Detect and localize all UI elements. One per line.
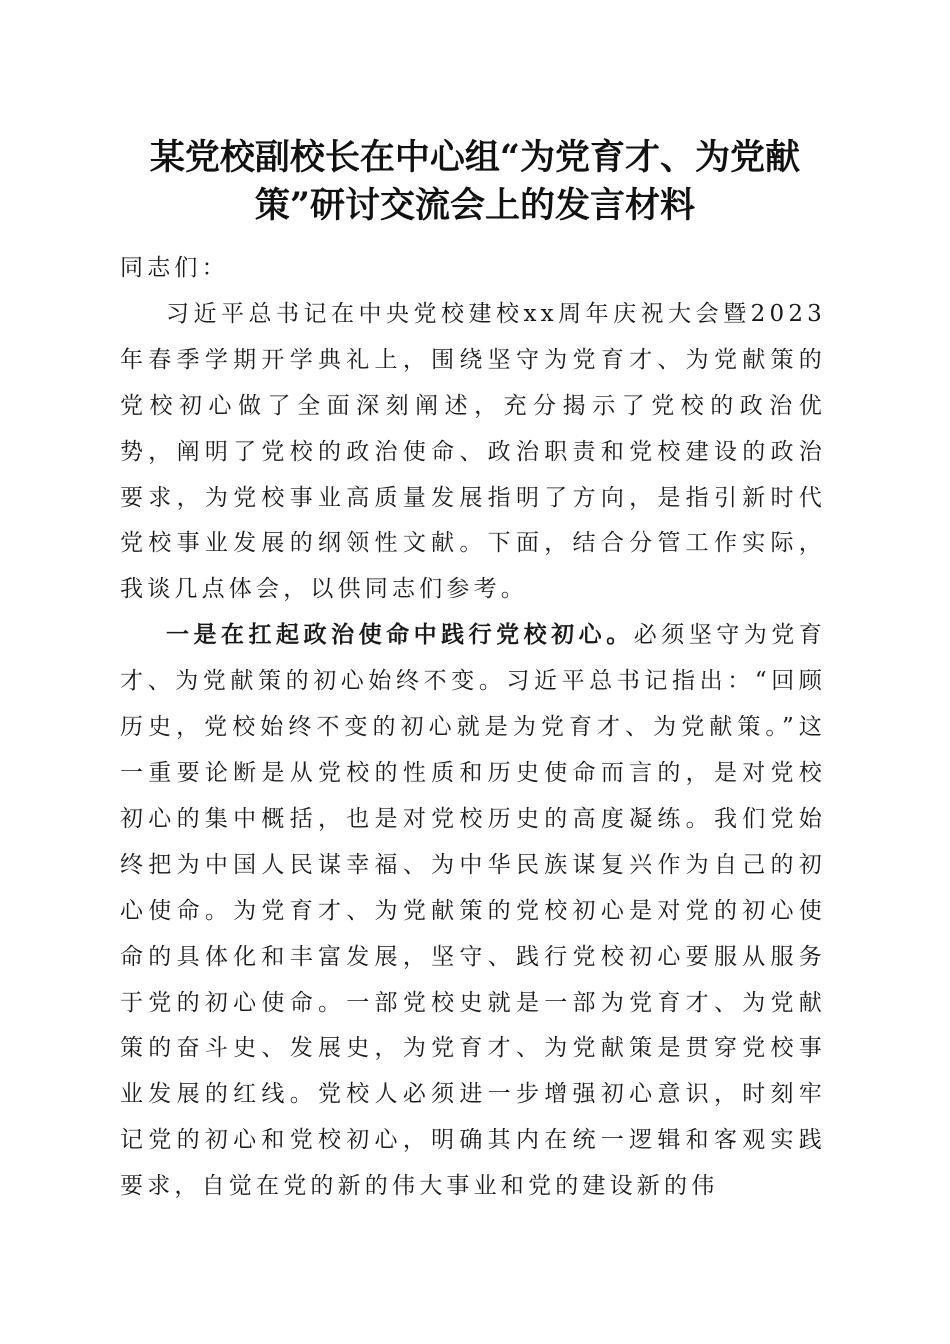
document-title bbox=[110, 134, 840, 230]
paragraph-2 bbox=[120, 613, 826, 1210]
paragraph-2-lead: 一是在扛起政治使命中践行党校初心。 bbox=[166, 622, 634, 649]
title-line-2: 策”研讨交流会上的发言材料 bbox=[254, 185, 696, 226]
document-body bbox=[120, 246, 826, 1210]
paragraph-2-body: 必须坚守为党育才、为党献策的初心始终不变。习近平总书记指出：“回顾历史，党校始终不变的初心就是为党育才、为党献策。”这一重要论断是从党校的性质和历史使命而言的，是对党校初心的集中概括，也是对党校历史的高度凝练。我们党始终把为中国人民谋幸福、为中华民族谋复兴作为自己的初心使命。为党育才、为党献策的党校初心是对党的初心使命的具体化和丰富发展，坚守、践行党校初心要服从服务于党的初心使命。一部党校史就是一部为党育才、为党献策的奋斗史、发展史，为党育才、为党献策是贯穿党校事业发展的红线。党校人必须进一步增强初心意识，时刻牢记党的初心和党校初心，明确其内在统一逻辑和客观实践要求，自觉在党的新的伟大事业和党的建设新的伟 bbox=[120, 622, 826, 1200]
salutation: 同志们： bbox=[120, 255, 229, 281]
paragraph-1: 习近平总书记在中央党校建校xx周年庆祝大会暨2023年春季学期开学典礼上，围绕坚守为党育才、为党献策的党校初心做了全面深刻阐述，充分揭示了党校的政治优势，阐明了党校的政治使命、政治职责和党校建设的政治要求，为党校事业高质量发展指明了方向，是指引新时代党校事业发展的纲领性文献。下面，结合分管工作实际，我谈几点体会，以供同志们参考。 bbox=[120, 300, 826, 603]
title-line-1: 某党校副校长在中心组“为党育才、为党献 bbox=[149, 137, 801, 178]
